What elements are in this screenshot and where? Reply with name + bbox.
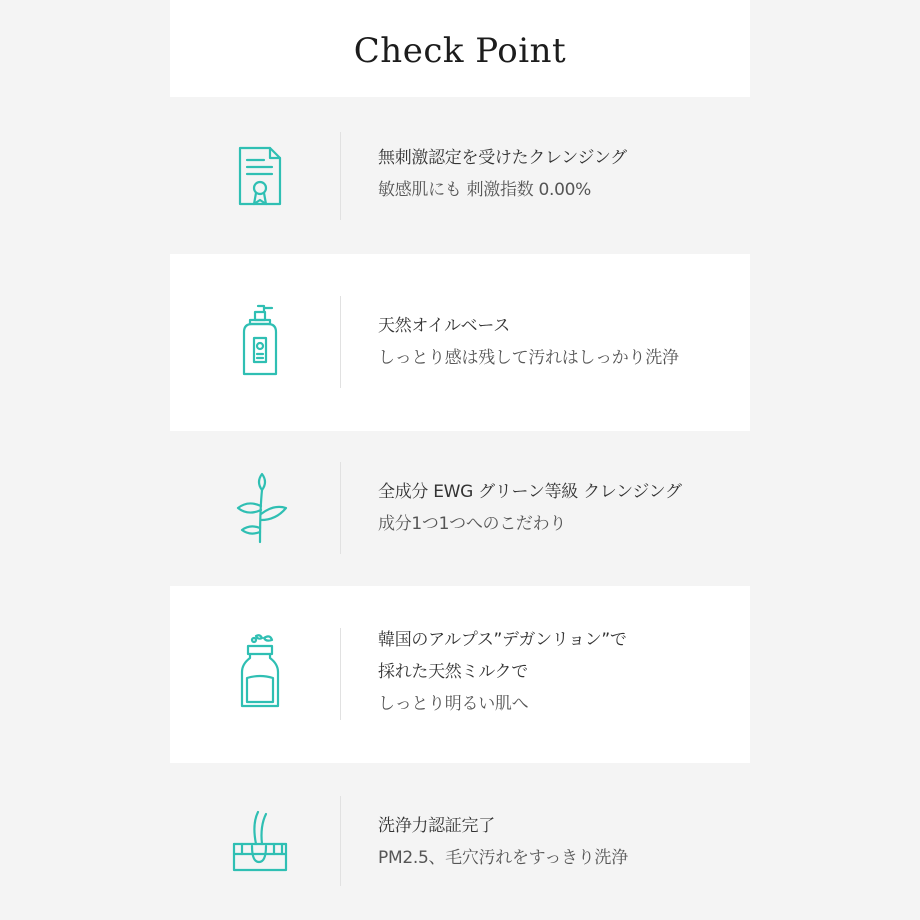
point-heading: 天然オイルベース — [378, 316, 510, 336]
check-point-card-3 — [170, 452, 750, 567]
divider — [340, 132, 341, 220]
point-text — [378, 310, 740, 374]
point-heading: 洗浄力認証完了 — [378, 816, 495, 836]
point-text — [378, 476, 740, 540]
point-text — [378, 624, 740, 720]
point-subtext: しっとり感は残して汚れはしっかり洗浄 — [378, 348, 679, 368]
pump-bottle-icon — [232, 302, 288, 378]
check-point-card-4 — [170, 586, 750, 763]
check-point-card-1 — [170, 120, 750, 235]
point-heading: 全成分 EWG グリーン等級 クレンジング — [378, 482, 682, 502]
leaf-sprout-icon — [232, 470, 288, 546]
divider — [340, 296, 341, 388]
point-subtext: 成分1つ1つへのこだわり — [378, 514, 567, 534]
point-text — [378, 810, 740, 874]
check-point-card-5 — [170, 784, 750, 899]
milk-bottle-icon — [232, 632, 288, 708]
page-title: Check Point — [353, 30, 567, 71]
hair-follicle-icon — [232, 800, 288, 876]
divider — [340, 628, 341, 720]
check-point-card-2 — [170, 254, 750, 431]
point-subtext: PM2.5、毛穴汚れをすっきり洗浄 — [378, 848, 628, 868]
point-subtext: しっとり明るい肌へ — [378, 694, 529, 714]
certificate-icon — [232, 138, 288, 214]
divider — [340, 462, 341, 554]
point-heading-line-2: 採れた天然ミルクで — [378, 662, 528, 682]
point-text — [378, 142, 740, 206]
title-card — [170, 0, 750, 97]
point-heading: 無刺激認定を受けたクレンジング — [378, 148, 627, 168]
point-subtext: 敏感肌にも 刺激指数 0.00% — [378, 180, 592, 200]
divider — [340, 796, 341, 886]
point-heading: 韓国のアルプス”デガンリョン”で — [378, 630, 627, 650]
